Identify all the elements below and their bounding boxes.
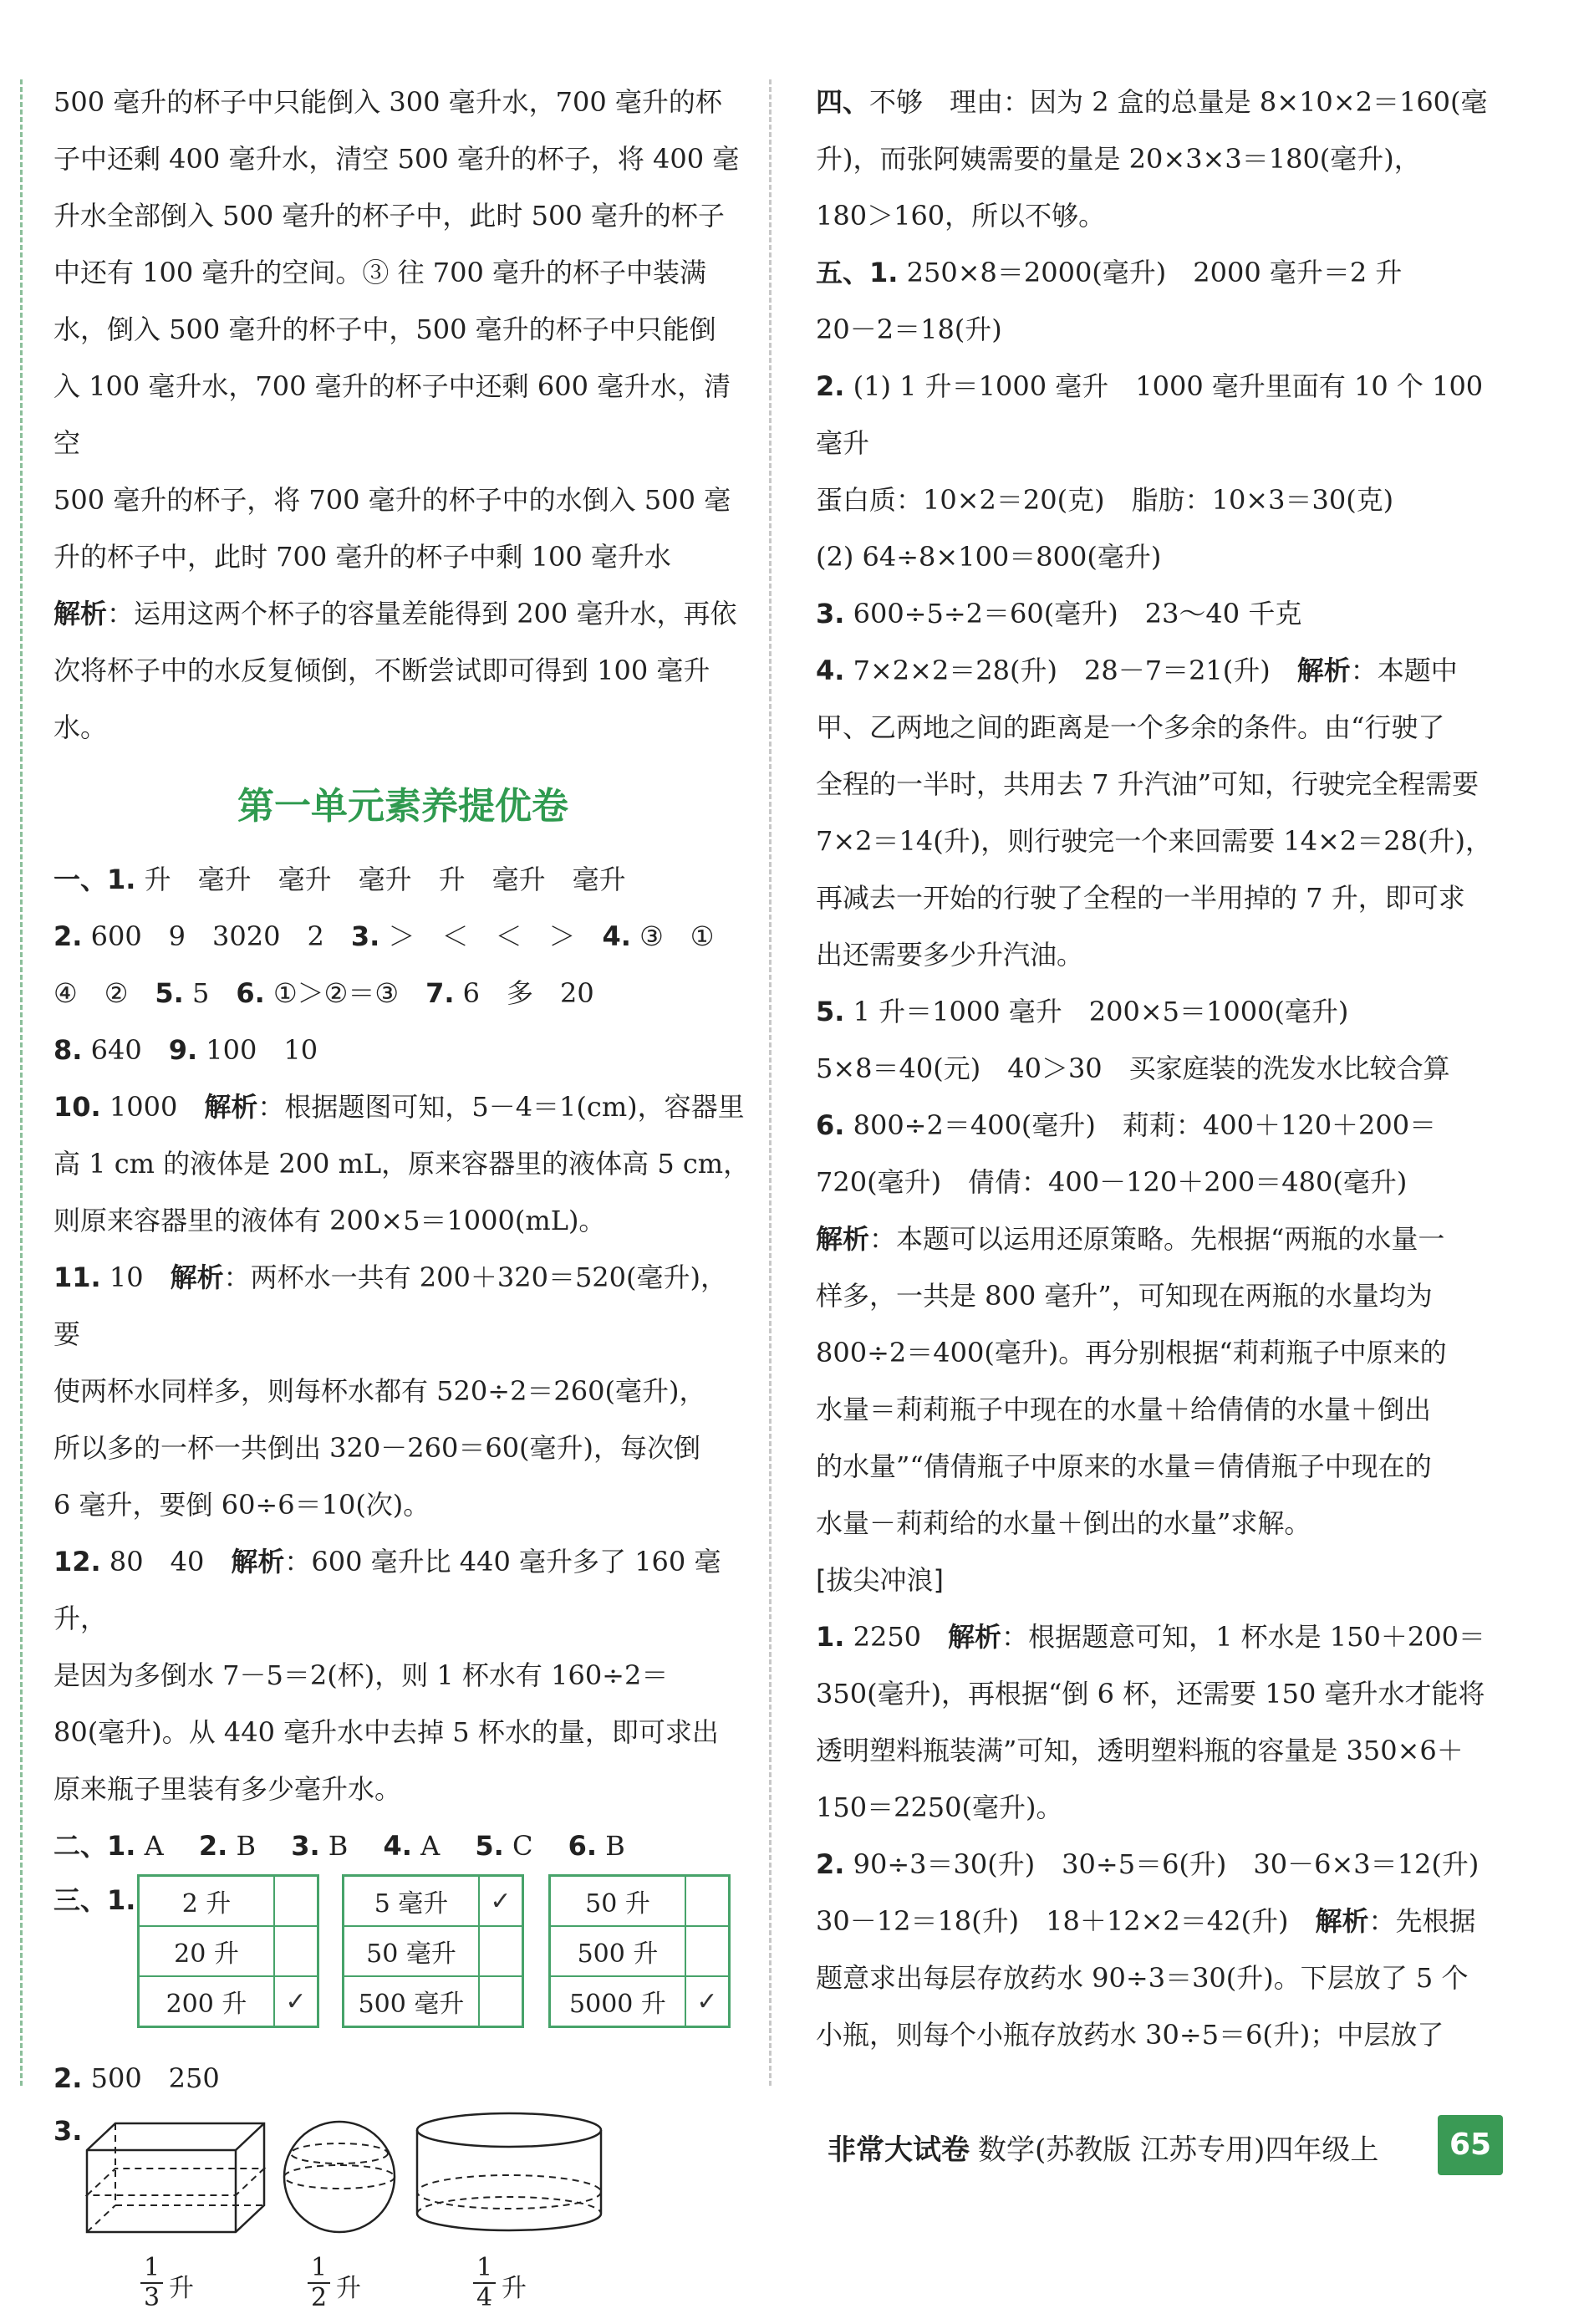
fraction-denominator: 4 — [476, 2283, 493, 2312]
answer-text: B — [236, 1830, 257, 1862]
q-num: 6. — [568, 1830, 598, 1862]
answer-text: A — [144, 1830, 164, 1862]
intro-analysis — [53, 585, 752, 642]
intro-line: 升的杯子中，此时 700 毫升的杯子中剩 100 毫升水 — [53, 541, 671, 573]
s5-q6 — [816, 1097, 1510, 1154]
analysis-line: 所以多的一杯一共倒出 320－260＝60(毫升)，每次倒 — [53, 1432, 701, 1464]
check-cell: ✓ — [274, 1976, 318, 2027]
analysis-text: ：根据题意可知，1 杯水是 150＋200＝ — [1001, 1621, 1485, 1653]
analysis-line: 150＝2250(毫升)。 — [816, 1791, 1063, 1823]
unit-cell: 5000 升 — [550, 1976, 686, 2027]
answer-text: ①＞②＝③ — [272, 977, 400, 1009]
check-cell: ✓ — [479, 1876, 523, 1927]
analysis-label: 解析 — [1315, 1905, 1369, 1937]
section-title: 第一单元素养提优卷 — [237, 785, 568, 828]
analysis-line: 全程的一半时，共用去 7 升汽油”可知，行驶完全程需要 — [816, 768, 1480, 800]
s3-q2 — [53, 2050, 752, 2107]
analysis-line: 800÷2＝400(毫升)。再分别根据“莉莉瓶子中原来的 — [816, 1337, 1447, 1368]
q-num: 3. — [350, 920, 380, 952]
fraction-numerator: 1 — [308, 2254, 330, 2284]
unit-table — [137, 1874, 319, 2028]
b2-line — [816, 1893, 1510, 1949]
q-num: 4. — [383, 1830, 412, 1862]
answer-text: 7×2×2＝28(升) 28－7＝21(升) — [853, 655, 1297, 686]
fraction-denominator: 3 — [144, 2283, 160, 2312]
s1-q12 — [53, 1533, 752, 1647]
answer-text: 80 40 — [109, 1546, 205, 1577]
analysis-label: 解析 — [948, 1621, 1002, 1653]
q-num: 4. — [602, 920, 631, 952]
s5-q4 — [816, 642, 1510, 699]
analysis-label: 解析 — [53, 598, 108, 629]
section-four-label: 四、 — [816, 86, 870, 118]
answer-text: 100 10 — [206, 1034, 318, 1066]
fraction-unit: 升 — [169, 2274, 194, 2303]
page-footer — [828, 2115, 1513, 2182]
q-num: 2. — [816, 370, 845, 402]
unit-cell: 500 毫升 — [344, 1976, 480, 2027]
q-num: 1. — [816, 1621, 845, 1653]
answer-text: 10 — [109, 1261, 144, 1293]
s5-q3 — [816, 585, 1510, 642]
answer-text: 5 — [192, 977, 210, 1009]
subject-label: 数学(苏教版 江苏专用)四年级上 — [978, 2133, 1379, 2167]
q-num: 6. — [816, 1109, 845, 1141]
analysis-text: ：运用这两个杯子的容量差能得到 200 毫升水，再依 — [107, 598, 737, 629]
fraction-numerator: 1 — [140, 2254, 163, 2284]
intro-line: 升水全部倒入 500 毫升的杯子中，此时 500 毫升的杯子 — [53, 200, 725, 232]
answer-line: (2) 64÷8×100＝800(毫升) — [816, 541, 1162, 573]
unit-cell: 20 升 — [139, 1926, 275, 1976]
analysis-line: 题意求出每层存放药水 90÷3＝30(升)。下层放了 5 个 — [816, 1962, 1469, 1994]
answer-text: 30－12＝18(升) 18＋12×2＝42(升) — [816, 1905, 1316, 1937]
q-num: 2. — [53, 2062, 83, 2094]
s2-answers — [53, 1817, 752, 1874]
fraction-unit: 升 — [502, 2274, 527, 2303]
intro-line: 入 100 毫升水，700 毫升的杯子中还剩 600 毫升水，清空 — [53, 370, 731, 459]
answer-text: 250×8＝2000(毫升) 2000 毫升＝2 升 — [906, 257, 1403, 288]
answer-text: 600÷5÷2＝60(毫升) 23～40 千克 — [853, 598, 1302, 629]
left-column — [53, 74, 752, 2324]
analysis-line: 350(毫升)，再根据“倒 6 杯，还需要 150 毫升水才能将 — [816, 1678, 1485, 1710]
answer-text: B — [605, 1830, 625, 1862]
q-num: 8. — [53, 1034, 83, 1066]
s1-q11 — [53, 1249, 752, 1363]
analysis-text: ：根据题图可知，5－4＝1(cm)，容器里 — [257, 1091, 745, 1123]
b1 — [816, 1608, 1510, 1665]
unit-cell: 50 毫升 — [344, 1926, 480, 1976]
q-num: 5. — [155, 977, 184, 1009]
s1-q4-7 — [53, 965, 752, 1022]
check-cell — [479, 1976, 523, 2027]
answer-text: 90÷3＝30(升) 30÷5＝6(升) 30－6×3＝12(升) — [853, 1848, 1480, 1880]
analysis-label: 解析 — [170, 1261, 224, 1293]
bracket-title: [拔尖冲浪] — [816, 1564, 944, 1596]
q-num: 3. — [291, 1830, 320, 1862]
answer-line: 蛋白质：10×2＝20(克) 脂肪：10×3＝30(克) — [816, 484, 1394, 516]
q6-analysis — [816, 1210, 1510, 1267]
answer-text: 不够 理由：因为 2 盒的总量是 8×10×2＝160(毫 — [869, 86, 1488, 118]
check-cell — [274, 1876, 318, 1927]
section-one-label: 一、1. — [53, 864, 136, 895]
q-num: 9. — [168, 1034, 198, 1066]
column-divider — [769, 79, 772, 2086]
unit-cell: 200 升 — [139, 1976, 275, 2027]
fraction-numerator: 1 — [473, 2254, 496, 2284]
cuboid-container — [85, 2118, 269, 2235]
section-three-label: 三、1. — [53, 1884, 136, 1916]
q-num: 11. — [53, 1261, 101, 1293]
answer-text: A — [420, 1830, 441, 1862]
intro-line: 500 毫升的杯子，将 700 毫升的杯子中的水倒入 500 毫 — [53, 484, 731, 516]
answer-text: C — [512, 1830, 533, 1862]
analysis-line: 再减去一开始的行驶了全程的一半用掉的 7 升，即可求 — [816, 882, 1465, 914]
analysis-line: 透明塑料瓶装满”可知，透明塑料瓶的容量是 350×6＋ — [816, 1735, 1464, 1766]
answer-text: 升 毫升 毫升 毫升 升 毫升 毫升 — [144, 864, 626, 895]
check-cell — [274, 1926, 318, 1976]
s4-line — [816, 74, 1510, 130]
answer-text: 600 9 3020 2 — [90, 920, 324, 952]
intro-line: 中还有 100 毫升的空间。③ 往 700 毫升的杯子中装满 — [53, 257, 707, 288]
s5-q5 — [816, 983, 1510, 1040]
left-margin-rule — [20, 79, 23, 2086]
answer-line: 5×8＝40(元) 40＞30 买家庭装的洗发水比较合算 — [816, 1052, 1450, 1084]
s5-q2 — [816, 358, 1510, 471]
analysis-line: 小瓶，则每个小瓶存放药水 30÷5＝6(升)；中层放了 — [816, 2019, 1444, 2051]
answer-text: 1000 — [109, 1091, 178, 1123]
analysis-line: 水量＝莉莉瓶子中现在的水量＋给倩倩的水量＋倒出 — [816, 1394, 1432, 1425]
q-num: 12. — [53, 1546, 101, 1577]
answer-line: 20－2＝18(升) — [816, 313, 1002, 345]
answer-line: 720(毫升) 倩倩：400－120＋200＝480(毫升) — [816, 1166, 1408, 1198]
s1-q10 — [53, 1078, 752, 1135]
s5-q1 — [816, 244, 1510, 301]
sphere-container — [281, 2118, 398, 2235]
s1-q1 — [53, 851, 752, 908]
analysis-label: 解析 — [231, 1546, 285, 1577]
analysis-line: 甲、乙两地之间的距离是一个多余的条件。由“行驶了 — [816, 711, 1445, 743]
analysis-line: 则原来容器里的液体有 200×5＝1000(mL)。 — [53, 1205, 606, 1236]
answer-text: ③ ① — [639, 920, 715, 952]
q-num: 3. — [53, 2115, 83, 2147]
section-two-label: 二、1. — [53, 1830, 136, 1862]
intro-line: 水，倒入 500 毫升的杯子中，500 毫升的杯子中只能倒 — [53, 313, 716, 345]
answer-text: 800÷2＝400(毫升) 莉莉：400＋120＋200＝ — [853, 1109, 1437, 1141]
check-cell: ✓ — [685, 1976, 730, 2027]
right-column — [816, 74, 1510, 2063]
analysis-line: 出还需要多少升汽油。 — [816, 939, 1084, 971]
analysis-label: 解析 — [1296, 655, 1351, 686]
s4-line: 升)，而张阿姨需要的量是 20×3×3＝180(毫升)， — [816, 143, 1421, 175]
unit-cell: 5 毫升 — [344, 1876, 480, 1927]
analysis-line: 使两杯水同样多，则每杯水都有 520÷2＝260(毫升)， — [53, 1375, 706, 1407]
s1-q8-9 — [53, 1022, 752, 1078]
analysis-line: 原来瓶子里装有多少毫升水。 — [53, 1773, 402, 1805]
analysis-line: 样多，一共是 800 毫升”，可知现在两瓶的水量均为 — [816, 1280, 1433, 1312]
analysis-label: 解析 — [204, 1091, 258, 1123]
unit-tables — [53, 1874, 752, 2050]
q-num: 3. — [816, 598, 845, 629]
s4-line: 180＞160，所以不够。 — [816, 200, 1106, 232]
analysis-line: 是因为多倒水 7－5＝2(杯)，则 1 杯水有 160÷2＝ — [53, 1659, 669, 1691]
intro-line: 500 毫升的杯子中只能倒入 300 毫升水，700 毫升的杯 — [53, 86, 722, 118]
q-num: 7. — [425, 977, 455, 1009]
intro-line: 子中还剩 400 毫升水，清空 500 毫升的杯子，将 400 毫 — [53, 143, 740, 175]
analysis-line: 6 毫升，要倒 60÷6＝10(次)。 — [53, 1489, 430, 1521]
q-num: 6. — [236, 977, 265, 1009]
fraction-label — [140, 2253, 194, 2312]
analysis-text: ：两杯水一共有 200＋320＝520(毫升)，要 — [53, 1261, 727, 1350]
brand-name: 非常大试卷 — [828, 2133, 970, 2167]
s1-q2-4 — [53, 908, 752, 965]
fraction-label — [473, 2253, 527, 2312]
q-num: 5. — [816, 996, 845, 1027]
analysis-text: ：600 毫升比 440 毫升多了 160 毫升， — [53, 1546, 721, 1634]
check-cell — [479, 1926, 523, 1976]
fraction-denominator: 2 — [311, 2283, 328, 2312]
analysis-text: ：先根据 — [1368, 1905, 1476, 1937]
q-num: 5. — [475, 1830, 504, 1862]
q-num: 2. — [816, 1848, 845, 1880]
answer-text: (1) 1 升＝1000 毫升 1000 毫升里面有 10 个 100 毫升 — [816, 370, 1484, 459]
answer-text: 640 — [90, 1034, 142, 1066]
q-num: 2. — [198, 1830, 228, 1862]
analysis-line: 的水量”“倩倩瓶子中原来的水量＝倩倩瓶子中现在的 — [816, 1450, 1432, 1482]
q-num: 10. — [53, 1091, 101, 1123]
answer-text: ＞ ＜ ＜ ＞ — [388, 920, 576, 952]
unit-table — [548, 1874, 731, 2028]
cylinder-container — [413, 2110, 605, 2235]
analysis-text: ：本题中 — [1350, 655, 1458, 686]
unit-cell: 500 升 — [550, 1926, 686, 1976]
analysis-line: 高 1 cm 的液体是 200 mL，原来容器里的液体高 5 cm， — [53, 1148, 751, 1180]
b2 — [816, 1836, 1510, 1893]
answer-text: ④ ② — [53, 977, 129, 1009]
answer-text: 500 250 — [90, 2062, 220, 2094]
q-num: 2. — [53, 920, 83, 952]
container-shapes — [53, 2107, 752, 2324]
page-number: 65 — [1438, 2115, 1503, 2175]
intro-analysis-cont: 次将杯子中的水反复倾倒，不断尝试即可得到 100 毫升水。 — [53, 655, 710, 743]
answer-text: 1 升＝1000 毫升 200×5＝1000(毫升) — [853, 996, 1349, 1027]
check-cell — [685, 1876, 730, 1927]
analysis-line: 水量－莉莉给的水量＋倒出的水量”求解。 — [816, 1507, 1311, 1539]
unit-table — [342, 1874, 524, 2028]
answer-text: 6 多 20 — [462, 977, 594, 1009]
fraction-unit: 升 — [336, 2274, 361, 2303]
analysis-line: 80(毫升)。从 440 毫升水中去掉 5 杯水的量，即可求出 — [53, 1716, 719, 1748]
answer-text: 2250 — [853, 1621, 949, 1653]
section-five-label: 五、1. — [816, 257, 899, 288]
unit-cell: 50 升 — [550, 1876, 686, 1927]
q-num: 4. — [816, 655, 845, 686]
analysis-line: 7×2＝14(升)，则行驶完一个来回需要 14×2＝28(升)， — [816, 825, 1492, 857]
unit-cell: 2 升 — [139, 1876, 275, 1927]
analysis-text: ：本题可以运用还原策略。先根据“两瓶的水量一 — [869, 1223, 1445, 1255]
answer-text: B — [328, 1830, 349, 1862]
check-cell — [685, 1926, 730, 1976]
analysis-label: 解析 — [816, 1223, 870, 1255]
fraction-label — [308, 2253, 361, 2312]
